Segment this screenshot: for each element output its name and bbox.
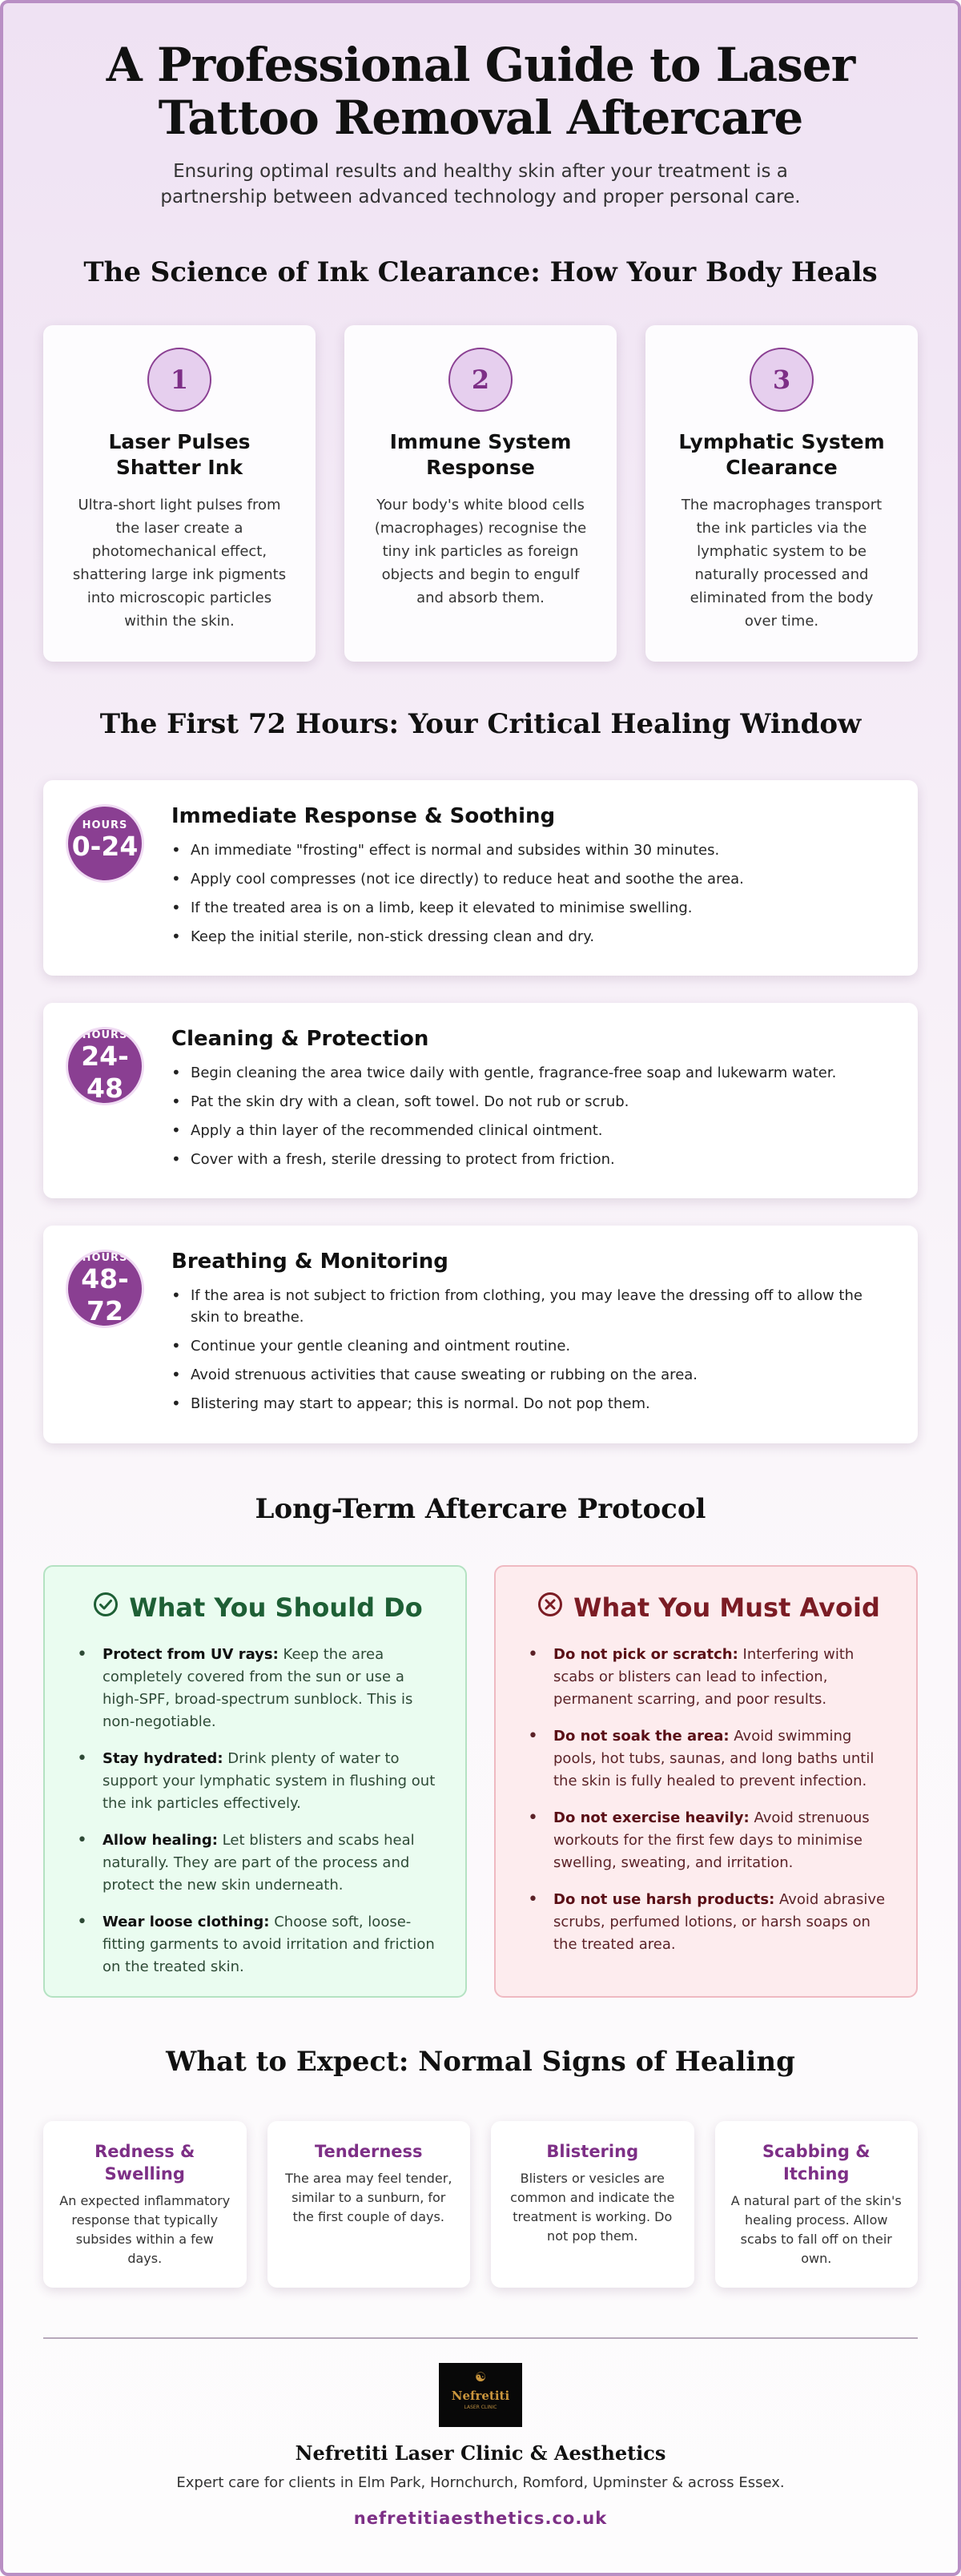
avoid-panel-title: What You Must Avoid	[573, 1592, 880, 1623]
list-item	[77, 1829, 438, 1897]
list-item-lead: Wear loose clothing:	[103, 1914, 270, 1930]
list-item: • Apply a thin layer of the recommended clinical ointment.	[171, 1120, 870, 1141]
sign-text: An expected inflammatory response that typically subsides within a few days.	[59, 2193, 231, 2266]
sign-title: Scabbing & Itching	[762, 2142, 871, 2184]
timeline-list	[171, 1285, 870, 1415]
clinic-description: Expert care for clients in Elm Park, Hornchurch, Romford, Upminster & across Essex.	[176, 2474, 785, 2491]
list-item-lead: Protect from UV rays:	[103, 1646, 279, 1663]
list-item-lead: Do not exercise heavily:	[553, 1809, 750, 1826]
timeline-card	[43, 1003, 918, 1198]
clinic-name: Nefretiti Laser Clinic & Aesthetics	[295, 2441, 666, 2465]
protocol-columns	[43, 1565, 918, 1998]
check-circle-icon	[92, 1591, 119, 1624]
list-item	[77, 1911, 438, 1978]
step-title: Laser Pulses Shatter Ink	[108, 430, 251, 479]
sign-text: Blisters or vesicles are common and indicate the treatment is working. Do not pop them.	[510, 2171, 675, 2244]
list-item: • If the treated area is on a limb, keep it elevated to minimise swelling.	[171, 897, 870, 919]
list-item-text: Keep the area completely covered from the sun or use a high-SPF, broad-spectrum sunblock. This is non-negotiable.	[103, 1646, 413, 1730]
step-text: The macrophages transport the ink particles via the lymphatic system to be naturally processed and eliminated from the body over time.	[681, 497, 883, 630]
step-number-badge: 2	[448, 348, 513, 412]
list-item: • An immediate "frosting" effect is normal and subsides within 30 minutes.	[171, 839, 870, 861]
x-circle-icon	[537, 1591, 564, 1624]
list-item	[528, 1807, 889, 1874]
list-item: • Pat the skin dry with a clean, soft towel. Do not rub or scrub.	[171, 1091, 870, 1113]
list-item-text: Let blisters and scabs heal naturally. They are part of the process and protect the new skin underneath.	[103, 1832, 415, 1894]
do-panel	[43, 1565, 467, 1998]
timeline-card	[43, 780, 918, 976]
list-item-text: Avoid swimming pools, hot tubs, saunas, and long baths until the skin is fully healed to prevent infection.	[553, 1728, 875, 1789]
hours-badge	[66, 1250, 144, 1328]
list-item-lead: Allow healing:	[103, 1832, 218, 1849]
list-item-lead: Do not pick or scratch:	[553, 1646, 738, 1663]
list-item	[528, 1644, 889, 1711]
list-item: • Continue your gentle cleaning and ointment routine.	[171, 1335, 870, 1357]
list-item-text: Interfering with scabs or blisters can lead to infection, permanent scarring, and poor results.	[553, 1646, 854, 1708]
hours-badge-label: HOURS	[82, 1029, 128, 1041]
sign-text: The area may feel tender, similar to a sunburn, for the first couple of days.	[285, 2171, 452, 2224]
clinic-logo	[439, 2363, 522, 2427]
step-text: Your body's white blood cells (macrophages) recognise the tiny ink particles as foreign objects and begin to engulf and absorb them.	[374, 497, 587, 606]
crest-icon: ☯	[474, 2369, 487, 2385]
list-item-text: Drink plenty of water to support your lymphatic system in flushing out the ink particles effectively.	[103, 1750, 436, 1812]
list-item-lead: Stay hydrated:	[103, 1750, 223, 1767]
timeline-card-title: Cleaning & Protection	[171, 1027, 429, 1051]
hours-badge-value: 24-	[81, 1040, 129, 1072]
science-step-card	[43, 325, 316, 662]
list-item-text: Choose soft, loose-fitting garments to avoid irritation and friction on the treated skin.	[103, 1914, 435, 1975]
avoid-panel-heading	[528, 1591, 889, 1624]
science-section-title: The Science of Ink Clearance: How Your Body Heals	[83, 256, 878, 288]
sign-text: A natural part of the skin's healing process. Allow scabs to fall off on their own.	[730, 2193, 902, 2266]
science-step-card	[645, 325, 918, 662]
list-item: • Cover with a fresh, sterile dressing to protect from friction.	[171, 1149, 870, 1170]
hours-badge	[66, 804, 144, 883]
sign-card	[715, 2121, 919, 2288]
do-panel-heading	[77, 1591, 438, 1624]
avoid-list	[528, 1644, 889, 1956]
footer	[43, 2363, 918, 2528]
list-item: • Begin cleaning the area twice daily with gentle, fragrance-free soap and lukewarm water.	[171, 1062, 870, 1084]
timeline-card-title: Breathing & Monitoring	[171, 1250, 448, 1274]
sign-card	[43, 2121, 247, 2288]
step-number-badge: 3	[750, 348, 814, 412]
list-item: • Blistering may start to appear; this is normal. Do not pop them.	[171, 1393, 870, 1415]
science-step-card	[344, 325, 617, 662]
hours-badge-value: 48-	[81, 1263, 129, 1294]
list-item: • If the area is not subject to friction from clothing, you may leave the dressing off to allow the skin to breathe.	[171, 1285, 870, 1328]
sign-title: Redness & Swelling	[94, 2142, 195, 2184]
list-item	[528, 1889, 889, 1956]
logo-tagline: LASER CLINIC	[464, 2405, 497, 2410]
timeline-card	[43, 1226, 918, 1443]
hours-badge	[66, 1027, 144, 1105]
list-item-lead: Do not soak the area:	[553, 1728, 730, 1745]
step-number-badge: 1	[147, 348, 211, 412]
timeline-list	[171, 839, 870, 948]
hours-badge-value: 48	[86, 1073, 123, 1104]
list-item	[528, 1725, 889, 1793]
do-list	[77, 1644, 438, 1978]
list-item-lead: Do not use harsh products:	[553, 1891, 775, 1908]
sign-title: Tenderness	[314, 2142, 423, 2161]
step-title: Lymphatic System Clearance	[678, 430, 885, 479]
science-steps	[43, 325, 918, 662]
protocol-section-title: Long-Term Aftercare Protocol	[255, 1493, 706, 1525]
hours-badge-label: HOURS	[82, 819, 128, 831]
sign-card	[267, 2121, 471, 2288]
hours-badge-value: 72	[86, 1295, 123, 1326]
step-title: Immune System Response	[389, 430, 572, 479]
page-subtitle: Ensuring optimal results and healthy skin after your treatment is a partnership between advanced technology and proper personal care.	[160, 161, 801, 207]
sign-card	[491, 2121, 694, 2288]
timeline-card-title: Immediate Response & Soothing	[171, 804, 556, 828]
timeline-list	[171, 1062, 870, 1170]
list-item	[77, 1748, 438, 1815]
hours-badge-label: HOURS	[82, 1252, 128, 1264]
first-72-section-title: The First 72 Hours: Your Critical Healing Window	[99, 708, 862, 740]
signs-section-title: What to Expect: Normal Signs of Healing	[166, 2046, 795, 2078]
logo-name: Nefretiti	[451, 2389, 510, 2403]
page-title: A Professional Guide to Laser Tattoo Removal Aftercare	[106, 38, 855, 145]
footer-divider	[43, 2337, 918, 2339]
list-item-text: Avoid strenuous workouts for the first few days to minimise swelling, sweating, and irritation.	[553, 1809, 870, 1871]
list-item: • Keep the initial sterile, non-stick dressing clean and dry.	[171, 926, 870, 948]
signs-cards	[43, 2121, 918, 2288]
list-item-text: Avoid abrasive scrubs, perfumed lotions, or harsh soaps on the treated area.	[553, 1891, 886, 1953]
list-item: • Apply cool compresses (not ice directly) to reduce heat and soothe the area.	[171, 868, 870, 890]
list-item: • Avoid strenuous activities that cause sweating or rubbing on the area.	[171, 1364, 870, 1386]
step-text: Ultra-short light pulses from the laser create a photomechanical effect, shattering large ink pigments into microscopic particles within the skin.	[72, 497, 287, 630]
hours-badge-value: 0-24	[71, 831, 139, 862]
list-item	[77, 1644, 438, 1733]
sign-title: Blistering	[546, 2142, 639, 2161]
website-link[interactable]: nefretitiaesthetics.co.uk	[353, 2509, 608, 2528]
do-panel-title: What You Should Do	[129, 1592, 423, 1623]
avoid-panel	[494, 1565, 918, 1998]
